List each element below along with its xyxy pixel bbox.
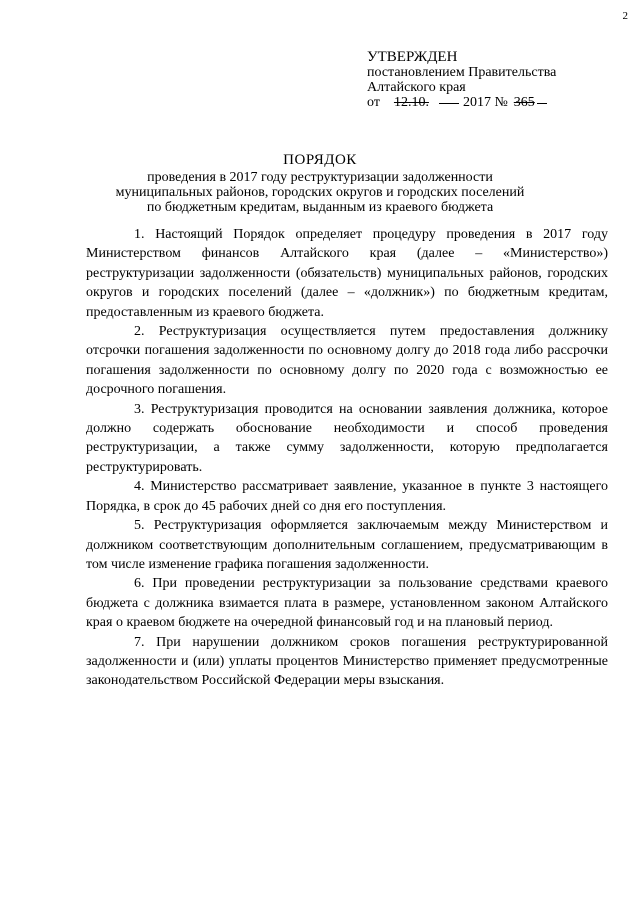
document-heading xyxy=(0,153,640,215)
paragraph-1: 1. Настоящий Порядок определяет процедуру проведения в 2017 году Министерством финансов Алтайского края (далее – «Министерство») реструктуризации задолженности (обязательств) муниципальных районов, городских округов и городских поселений (далее – «должник») по бюджетным кредитам, предоставленным из краевого бюджета. xyxy=(86,227,608,320)
document-body xyxy=(86,225,608,691)
heading-line-1: проведения в 2017 году реструктуризации задолженности xyxy=(147,170,493,185)
page-number: 2 xyxy=(622,10,628,22)
paragraph-6: 6. При проведении реструктуризации за пользование средствами краевого бюджета с должника взимается плата в размере, установленном законом Алтайского края о краевом бюджете на очередной финансовый год и на плановый период. xyxy=(86,576,608,631)
paragraph-7: 7. При нарушении должником сроков погашения реструктурированной задолженности и (или) уплаты процентов Министерство применяет предусмотренные законодательством Российской Федерации меры взыскания. xyxy=(86,634,608,689)
approval-block xyxy=(367,50,556,110)
approval-title: УТВЕРЖДЕН xyxy=(367,49,458,65)
year-label: 2017 № xyxy=(462,95,508,110)
approval-line-1: постановлением Правительства xyxy=(367,65,557,80)
approval-date: 12.10. xyxy=(393,95,429,110)
approval-line-2: Алтайского края xyxy=(367,80,466,95)
date-underline xyxy=(439,103,459,104)
date-prefix: от xyxy=(367,95,380,110)
paragraph-3: 3. Реструктуризация проводится на основании заявления должника, которое должно содержать обоснование необходимости и способ проведения реструктуризации, а также сумму задолженности, которую предполагается реструктурировать. xyxy=(86,401,608,475)
paragraph-2: 2. Реструктуризация осуществляется путем предоставления должнику отсрочки погашения задолженности по основному долгу до 2018 года либо рассрочки погашения задолженности по основному долгу по 2020 года с возможностью ее досрочного погашения. xyxy=(86,324,608,398)
number-underline xyxy=(537,103,547,104)
paragraph-4: 4. Министерство рассматривает заявление, указанное в пункте 3 настоящего Порядка, в срок до 45 рабочих дней со дня его поступления. xyxy=(86,479,608,514)
approval-number: 365 xyxy=(513,95,535,110)
document-title: ПОРЯДОК xyxy=(283,152,357,168)
heading-line-2: муниципальных районов, городских округов и городских поселений xyxy=(115,185,525,200)
heading-line-3: по бюджетным кредитам, выданным из краевого бюджета xyxy=(146,200,494,215)
paragraph-5: 5. Реструктуризация оформляется заключаемым между Министерством и должником соответствующим дополнительным соглашением, предусматривающим в том числе изменение графика погашения задолженности. xyxy=(86,518,608,572)
approval-date-line xyxy=(367,95,556,110)
